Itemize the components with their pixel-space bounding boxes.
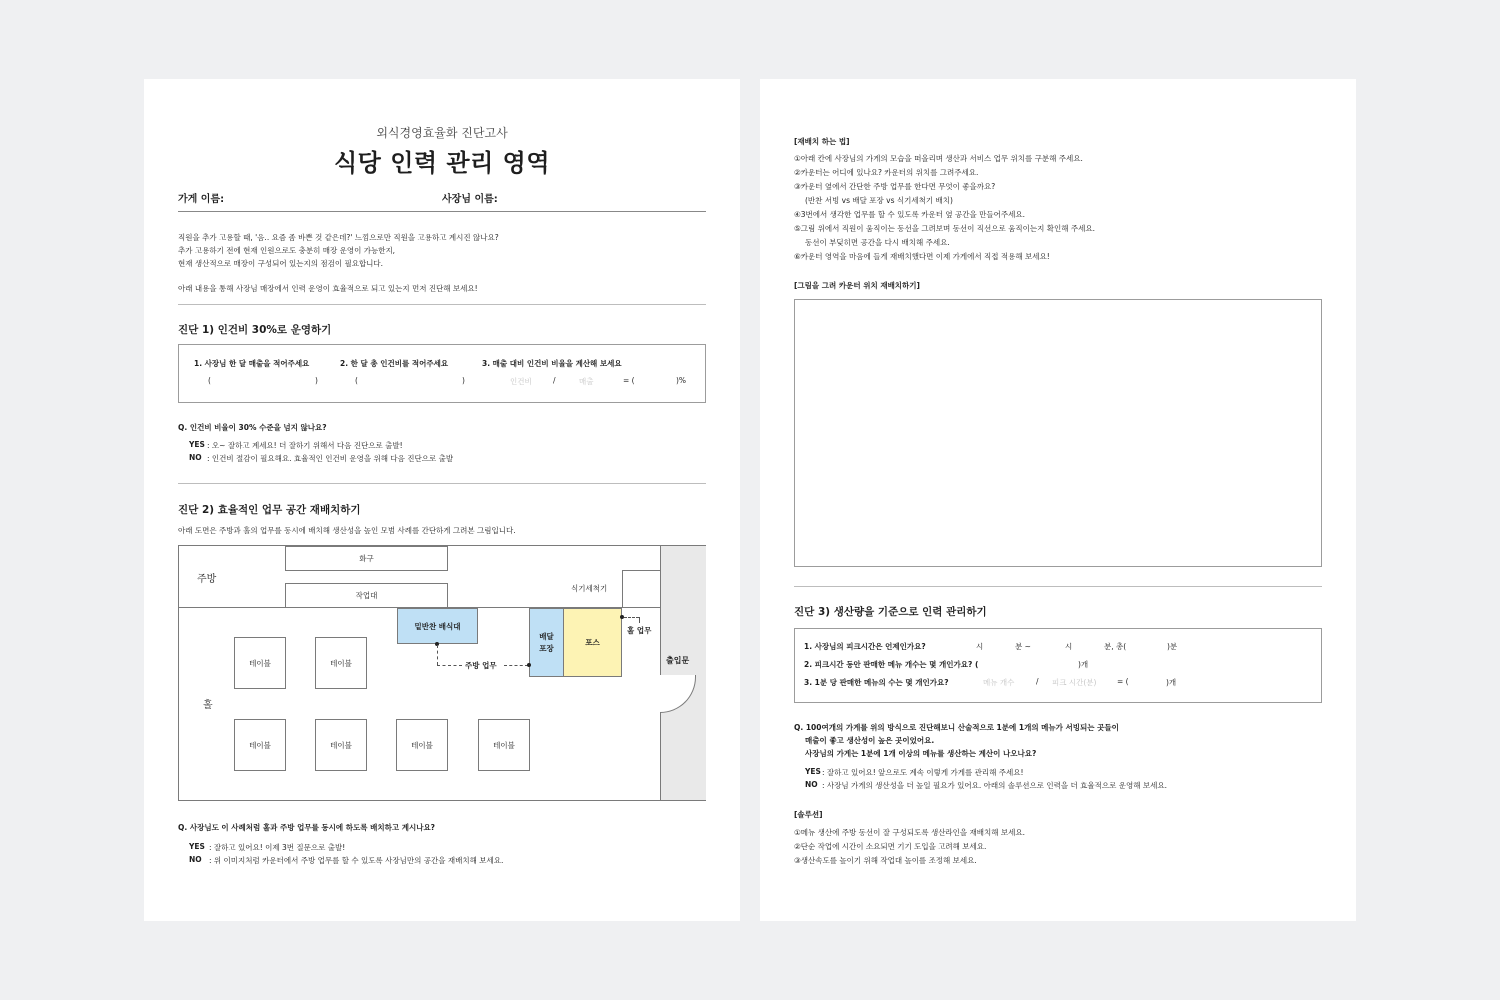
kitchen-label: 주방 bbox=[197, 574, 217, 585]
hall-table bbox=[478, 719, 530, 771]
section1-item-1: 1. 사장님 한 달 매출을 적어주세요 bbox=[194, 359, 310, 368]
minute-total: 분, 총( bbox=[1104, 642, 1127, 651]
no-text: : 인건비 절감이 필요해요. 효율적인 인건비 운영을 위해 다음 진단으로 출발 bbox=[207, 454, 454, 463]
no-label: NO bbox=[805, 780, 818, 789]
divider bbox=[178, 304, 706, 305]
drawing-area[interactable] bbox=[794, 299, 1322, 567]
sales-placeholder: 매출 bbox=[579, 377, 594, 386]
peak-time-placeholder: 피크 시간(분) bbox=[1052, 678, 1097, 687]
no-label: NO bbox=[189, 855, 202, 864]
dishwasher-box-top bbox=[622, 570, 660, 571]
section3-item-3: 3. 1분 당 판매한 메뉴의 수는 몇 개인가요? bbox=[804, 678, 949, 687]
delivery-packing-area bbox=[529, 608, 564, 677]
owner-name-label: 사장님 이름: bbox=[442, 194, 498, 205]
dishwasher-label: 식기세척기 bbox=[571, 584, 608, 593]
percent-close: )% bbox=[676, 376, 687, 385]
kitchen-work-label: 주방 업무 bbox=[465, 661, 497, 670]
minute-close: )분 bbox=[1167, 642, 1178, 651]
yes-label: YES bbox=[805, 767, 821, 776]
howto-step: ⑥카운터 영역을 마음에 들게 재배치했다면 이제 가게에서 직접 적용해 보세요! bbox=[794, 252, 1050, 261]
section3-question-line: 사장님의 가게는 1분에 1개 이상의 메뉴를 생산하는 계산이 나오나요? bbox=[805, 749, 1037, 758]
division-slash: / bbox=[1036, 677, 1039, 686]
divider bbox=[178, 211, 706, 212]
hall-table bbox=[234, 719, 286, 771]
pos-label: 포스 bbox=[585, 638, 600, 647]
howto-step-note: 동선이 부딪히면 공간을 다시 배치해 주세요. bbox=[805, 238, 950, 247]
hour-unit: 시 bbox=[976, 642, 984, 651]
section2-description: 아래 도면은 주방과 홀의 업무를 동시에 배치해 생산성을 높인 모범 사례를 간단하게 그려본 그림입니다. bbox=[178, 526, 516, 535]
kitchen-work-route bbox=[437, 665, 462, 666]
table-label: 테이블 bbox=[411, 740, 433, 750]
worktable-area bbox=[285, 583, 448, 608]
side-dish-table-label: 밑반찬 배식대 bbox=[414, 621, 461, 631]
hour-unit: 시 bbox=[1065, 642, 1073, 651]
howto-step: ④3번에서 생각한 업무를 할 수 있도록 카운터 옆 공간을 만들어주세요. bbox=[794, 210, 1025, 219]
section1-item-3: 3. 매출 대비 인건비 비율을 계산해 보세요 bbox=[482, 359, 622, 368]
table-label: 테이블 bbox=[493, 740, 515, 750]
section1-question: Q. 인건비 비율이 30% 수준을 넘지 않나요? bbox=[178, 423, 327, 432]
entrance-label: 출입문 bbox=[666, 656, 690, 665]
pos-counter bbox=[563, 608, 622, 677]
intro-line-1: 직원을 추가 고용할 때, '음.. 요즘 좀 바쁜 것 같은데?' 느낌으로만 직원을 고용하고 계시진 않나요? bbox=[178, 233, 499, 242]
kitchen-work-route bbox=[437, 645, 438, 665]
no-text: : 사장님 가게의 생산성을 더 높일 필요가 있어요. 아래의 솔루션으로 인력을 더 효율적으로 운영해 보세요. bbox=[822, 781, 1167, 790]
floor-plan bbox=[178, 545, 706, 801]
section1-answer-box bbox=[178, 344, 706, 403]
count-close: )개 bbox=[1166, 678, 1177, 687]
paren-close: ) bbox=[315, 376, 318, 385]
paren-open: ( bbox=[355, 376, 358, 385]
divider bbox=[178, 483, 706, 484]
hall-table bbox=[315, 637, 367, 689]
document-title: 식당 인력 관리 영역 bbox=[333, 149, 551, 177]
table-label: 테이블 bbox=[249, 658, 271, 668]
minute-tilde: 분 ~ bbox=[1015, 642, 1031, 651]
section3-answer-box bbox=[794, 628, 1322, 703]
section3-question-line: 매출이 좋고 생산성이 높은 곳이었어요. bbox=[805, 736, 935, 745]
no-text: : 위 이미지처럼 카운터에서 주방 업무를 할 수 있도록 사장님만의 공간을 재배치해 보세요. bbox=[209, 856, 504, 865]
solution-item: ②단순 작업에 시간이 소요되면 기기 도입을 고려해 보세요. bbox=[794, 842, 987, 851]
equals-open: = ( bbox=[623, 376, 635, 385]
howto-step: ②카운터는 어디에 있나요? 카운터의 위치를 그려주세요. bbox=[794, 168, 979, 177]
dishwasher-box-left bbox=[622, 570, 623, 608]
worktable-label: 작업대 bbox=[355, 591, 378, 600]
labor-cost-placeholder: 인건비 bbox=[510, 377, 532, 386]
hall-table bbox=[396, 719, 448, 771]
hall-table bbox=[315, 719, 367, 771]
delivery-packing-label: 배달 포장 bbox=[539, 631, 554, 653]
intro-line-2: 추가 고용하기 전에 현재 인원으로도 충분히 매장 운영이 가능한지, bbox=[178, 246, 396, 255]
kitchen-work-route bbox=[504, 665, 528, 666]
menu-count-placeholder: 메뉴 개수 bbox=[983, 678, 1015, 687]
no-label: NO bbox=[189, 453, 202, 462]
howto-step: ①아래 칸에 사장님의 가게의 모습을 떠올리며 생산과 서비스 업무 위치를 구분해 주세요. bbox=[794, 154, 1083, 163]
table-label: 테이블 bbox=[330, 658, 352, 668]
section3-item-1: 1. 사장님의 피크시간은 언제인가요? bbox=[804, 642, 926, 651]
solution-item: ①메뉴 생산에 주방 동선이 잘 구성되도록 생산라인을 재배치해 보세요. bbox=[794, 828, 1026, 837]
hall-label: 홀 bbox=[203, 700, 213, 711]
table-label: 테이블 bbox=[249, 740, 271, 750]
stove-area bbox=[285, 546, 448, 571]
route-node bbox=[527, 663, 531, 667]
section3-question-line: Q. 100여개의 가게를 위의 방식으로 진단해보니 산술적으로 1분에 1개의 메뉴가 서빙되는 곳들이 bbox=[794, 723, 1119, 732]
intro-line-4: 아래 내용을 통해 사장님 매장에서 인력 운영이 효율적으로 되고 있는지 먼저 진단해 보세요! bbox=[178, 284, 478, 293]
table-label: 테이블 bbox=[330, 740, 352, 750]
howto-heading: [재배치 하는 법] bbox=[794, 137, 850, 146]
section1-item-2: 2. 한 달 총 인건비를 적어주세요 bbox=[340, 359, 449, 368]
document-subtitle: 외식경영효율화 진단고사 bbox=[376, 126, 508, 140]
yes-label: YES bbox=[189, 842, 205, 851]
equals-open: = ( bbox=[1117, 677, 1129, 686]
yes-text: : 잘하고 있어요! 앞으로도 계속 이렇게 가게를 관리해 주세요! bbox=[822, 768, 1024, 777]
count-close: )개 bbox=[1078, 660, 1089, 669]
divider bbox=[794, 586, 1322, 587]
howto-step: ③카운터 옆에서 간단한 주방 업무를 한다면 무엇이 좋을까요? bbox=[794, 182, 996, 191]
yes-text: : 오~ 잘하고 계세요! 더 잘하기 위해서 다음 진단으로 출발! bbox=[207, 441, 403, 450]
paren-close: ) bbox=[462, 376, 465, 385]
worksheet-page-2 bbox=[760, 79, 1356, 921]
side-dish-serving-table bbox=[397, 608, 478, 644]
paren-open: ( bbox=[208, 376, 211, 385]
entrance-wall bbox=[660, 546, 706, 800]
worksheet-page-1 bbox=[144, 79, 740, 921]
hall-work-label: 홀 업무 bbox=[627, 626, 652, 635]
hall-work-route bbox=[639, 617, 640, 623]
store-name-label: 가게 이름: bbox=[178, 194, 225, 205]
yes-label: YES bbox=[189, 440, 205, 449]
section3-item-2: 2. 피크시간 동안 판매한 메뉴 개수는 몇 개인가요? ( bbox=[804, 660, 979, 669]
section1-heading: 진단 1) 인건비 30%로 운영하기 bbox=[178, 324, 332, 336]
hall-table bbox=[234, 637, 286, 689]
section3-heading: 진단 3) 생산량을 기준으로 인력 관리하기 bbox=[794, 606, 987, 618]
solution-heading: [솔루션] bbox=[794, 810, 823, 819]
hall-work-route bbox=[624, 617, 639, 618]
stove-label: 화구 bbox=[359, 554, 374, 563]
section2-question: Q. 사장님도 이 사례처럼 홀과 주방 업무를 동시에 하도록 배치하고 계시나요? bbox=[178, 823, 436, 832]
howto-step-note: (반찬 서빙 vs 배달 포장 vs 식기세척기 배치) bbox=[805, 196, 953, 205]
solution-item: ③생산속도를 높이기 위해 작업대 높이를 조정해 보세요. bbox=[794, 856, 977, 865]
section2-heading: 진단 2) 효율적인 업무 공간 재배치하기 bbox=[178, 504, 361, 516]
division-slash: / bbox=[553, 376, 556, 385]
yes-text: : 잘하고 있어요! 이제 3번 질문으로 출발! bbox=[209, 843, 346, 852]
draw-area-heading: [그림을 그려 카운터 위치 재배치하기] bbox=[794, 281, 920, 290]
howto-step: ⑤그림 위에서 직원이 움직이는 동선을 그려보며 동선이 직선으로 움직이는지 확인해 주세요. bbox=[794, 224, 1096, 233]
intro-line-3: 현재 생산적으로 매장이 구성되어 있는지의 점검이 필요합니다. bbox=[178, 259, 384, 268]
